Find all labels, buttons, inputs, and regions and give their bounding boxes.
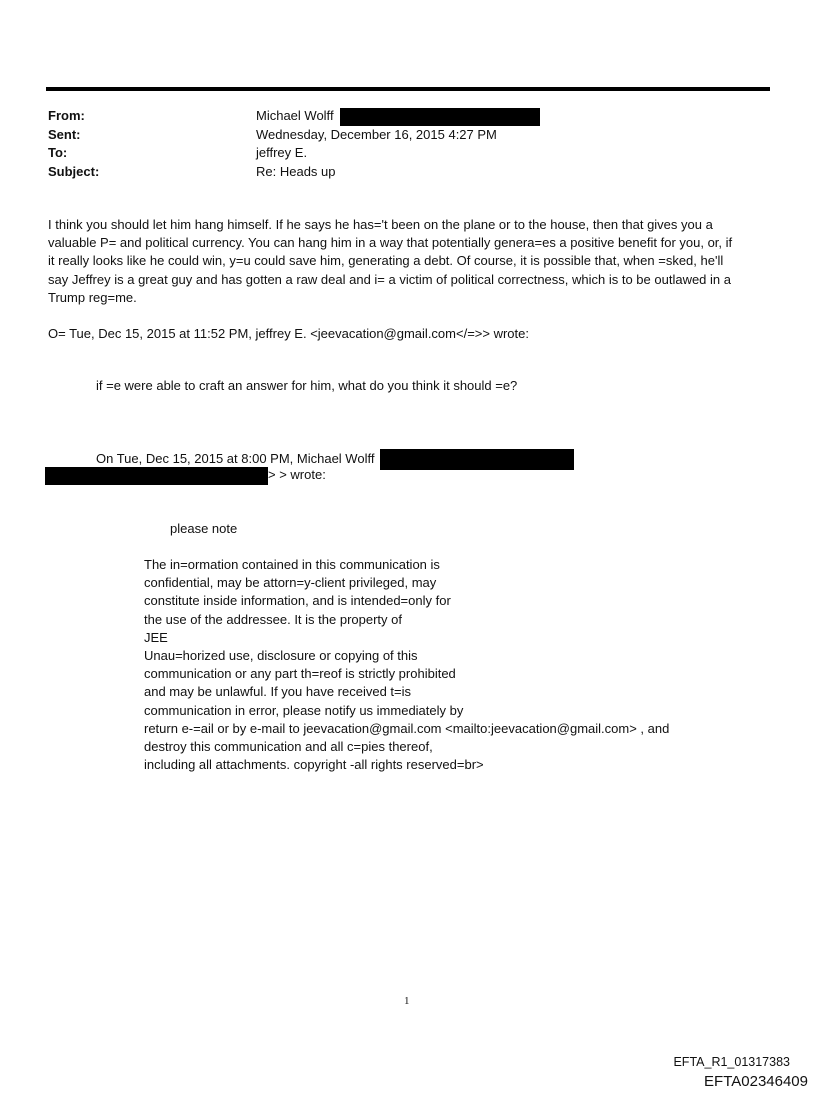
disclaimer [144,556,669,774]
redaction-box [45,467,268,485]
reply-paragraph [48,216,732,307]
from-value: Michael Wolff [256,108,334,123]
to-label: To: [48,145,68,160]
quote2-wrote: > > wrote: [268,467,326,482]
to-row [48,144,540,163]
to-value: jeffrey E. [256,145,308,160]
disclaimer-line: confidential, may be attorn=y-client privileged, may [144,575,437,591]
disclaimer-line: destroy this communication and all c=pies thereof, [144,738,433,754]
disclaimer-line: communication or any part th=reof is strictly prohibited [144,666,456,682]
from-row [48,107,540,126]
subject-row [48,163,540,182]
quote1-text: if =e were able to craft an answer for him, what do you think it should =e? [96,378,518,393]
reply-line: Trump reg=me. [48,289,137,305]
from-label: From: [48,108,85,123]
please-note: please note [170,521,238,536]
disclaimer-line: Unau=horized use, disclosure or copying of this [144,647,418,663]
quote1-header: O= Tue, Dec 15, 2015 at 11:52 PM, jeffrey E. <jeevacation@gmail.com</=>> wrote: [48,326,529,341]
disclaimer-line: JEE [144,629,168,645]
quote2-wrote-row [45,466,326,485]
redaction-box [380,449,574,470]
redaction-box [340,108,540,126]
disclaimer-line: The in=ormation contained in this communication is [144,557,440,572]
email-header [48,107,540,181]
reply-line: it really looks like he could win, y=u could save him, generating a debt. Of course, it is possible that, when =sked, he'll [48,253,724,269]
reply-line: say Jeffrey is a great guy and has gotten a raw deal and i= a victim of political correctness, which is to be outlawed in a [48,271,731,287]
disclaimer-line: the use of the addressee. It is the property of [144,611,402,627]
disclaimer-line: constitute inside information, and is intended=only for [144,593,451,609]
sent-row [48,126,540,145]
header-rule [46,87,770,91]
subject-label: Subject: [48,163,100,179]
bates-number: EFTA02346409 [704,1073,808,1090]
reply-line: valuable P= and political currency. You can hang him in a way that potentially genera=es a positive benefit for you, or, if [48,235,733,251]
reply-line: I think you should let him hang himself. If he says he has='t been on the plane or to the house, then that gives you a [48,217,713,232]
disclaimer-line: and may be unlawful. If you have received t=is [144,684,412,700]
quote2-header: On Tue, Dec 15, 2015 at 8:00 PM, Michael Wolff [96,450,375,466]
page-number: 1 [404,995,410,1007]
disclaimer-line: communication in error, please notify us immediately by [144,702,464,718]
sent-label: Sent: [48,126,81,142]
bates-number-r1: EFTA_R1_01317383 [673,1055,790,1069]
disclaimer-line: including all attachments. copyright -all rights reserved=br> [144,757,484,773]
disclaimer-line: return e-=ail or by e-mail to jeevacation@gmail.com <mailto:jeevacation@gmail.com> , and [144,720,670,736]
sent-value: Wednesday, December 16, 2015 4:27 PM [256,126,497,142]
subject-value: Re: Heads up [256,163,336,179]
